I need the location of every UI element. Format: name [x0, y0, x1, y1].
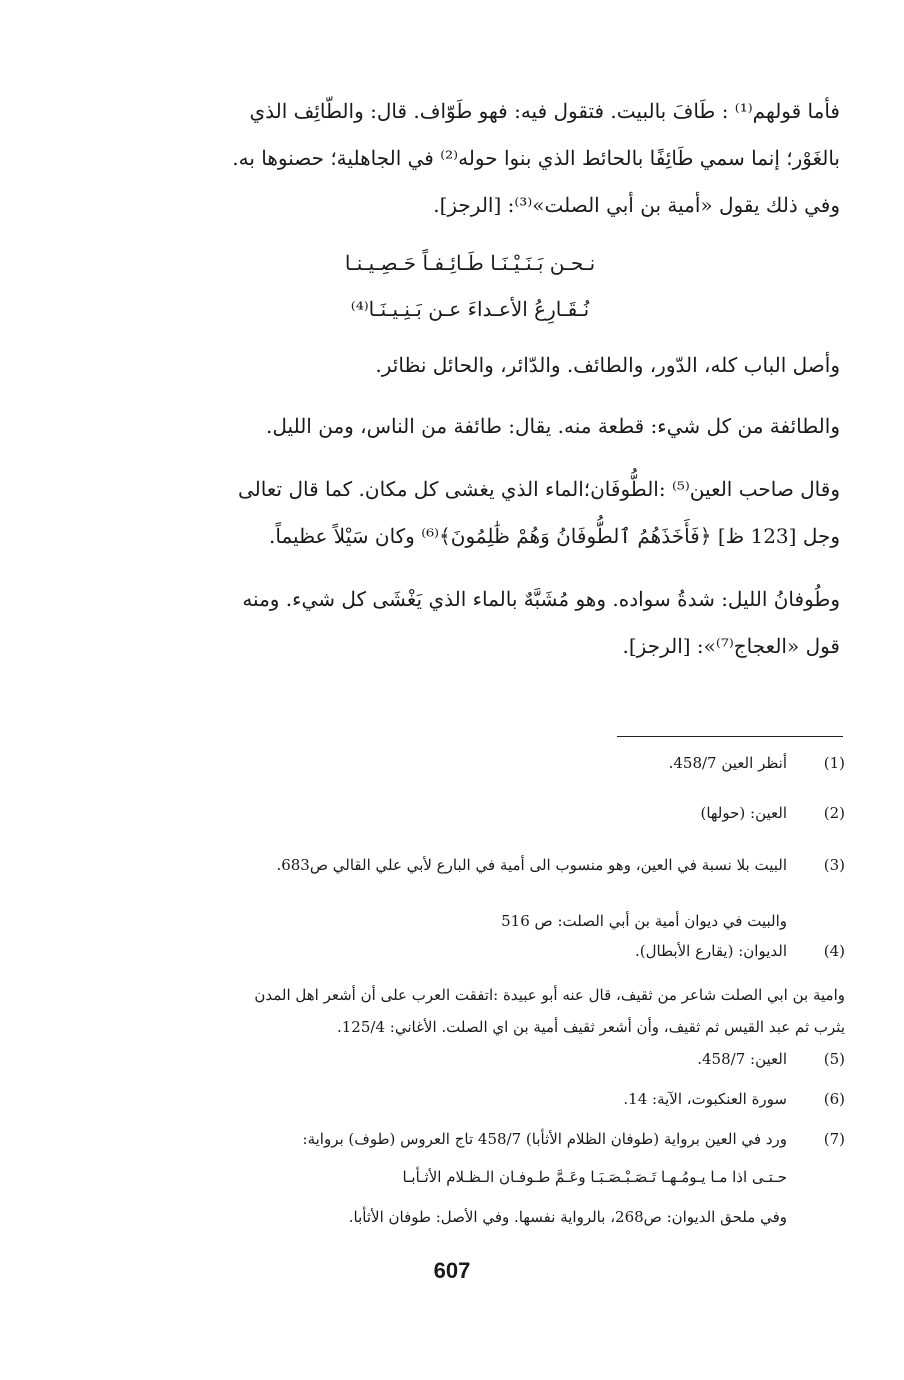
- footnote-text: سورة العنكبوت، الآية: 14.: [623, 1090, 787, 1108]
- footnote-number: (6): [823, 1090, 845, 1108]
- text-line: قول «العجاج⁽⁷⁾»: [الرجز].: [622, 634, 840, 658]
- footnote-text: وامية بن ابي الصلت شاعر من ثقيف، قال عنه أبو عبيدة :اتفقت العرب على أن أشعر اهل المدن: [254, 986, 845, 1004]
- footnote-7: [100, 1124, 845, 1154]
- footnote-6: [100, 1084, 845, 1114]
- footnote-number: (7): [823, 1130, 845, 1148]
- poem-verse: [250, 240, 690, 332]
- text-line: وقال صاحب العين⁽⁵⁾ :الطُّوفَان؛الماء الذي يغشى كل مكان. كما قال تعالى: [238, 477, 840, 501]
- paragraph-3: والطائفة من كل شيء: قطعة منه. يقال: طائفة من الناس، ومن الليل.: [266, 414, 840, 438]
- footnote-number: (4): [823, 942, 845, 960]
- footnote-1: [100, 748, 845, 778]
- paragraph-4: [100, 466, 840, 560]
- text-line: وطُوفانُ الليل: شدةُ سواده. وهو مُشَبَّهٌ بالماء الذي يَغْشَى كل شيء. ومنه: [242, 587, 840, 611]
- text-line: وجل [123 ظ] ﴿فَأَخَذَهُمُ ٱلطُّوفَانُ وَهُمْ ظَٰلِمُونَ﴾⁽⁶⁾ وكان سَيْلاً عظيماً.: [269, 524, 840, 548]
- footnote-text: يثرب ثم عبد القيس ثم ثقيف، وأن أشعر ثقيف أمية بن اي الصلت. الأغاني: 125/4.: [336, 1018, 845, 1036]
- poem-line: نـحـن بَـنَـيْـنَـا طَـائِـفـاً حَـصِـيـنـا: [344, 251, 596, 275]
- footnote-3-continued: [100, 906, 845, 936]
- footnote-text: ورد في العين برواية (طوفان الظلام الأثأبا) 458/7 تاج العروس (طوف) برواية:: [302, 1130, 787, 1148]
- paragraph-1: [100, 88, 840, 229]
- footnote-text: العين: (حولها): [700, 804, 787, 822]
- footnote-text: والبيت في ديوان أمية بن أبي الصلت: ص 516: [501, 912, 787, 930]
- footnote-4-note-b: [100, 1012, 845, 1042]
- footnote-text: العين: 458/7.: [697, 1050, 787, 1068]
- footnote-separator: [617, 736, 843, 737]
- page-number: 607: [433, 1258, 471, 1283]
- footnote-2: [100, 798, 845, 828]
- footnote-text: الديوان: (يقارع الأبطال).: [635, 942, 787, 960]
- poem-line: نُـقَـارِعُ الأعـداءَ عـن بَـنِـيـنَـا⁽⁴⁾: [350, 297, 590, 321]
- footnote-7-continued: [100, 1202, 845, 1232]
- footnote-text: وفي ملحق الديوان: ص268، بالرواية نفسها. وفي الأصل: طوفان الأثأبا.: [348, 1208, 787, 1226]
- text-line: بالغَوْر؛ إنما سمي طَائِفًا بالحائط الذي بنوا حوله⁽²⁾ في الجاهلية؛ حصنوها به.: [232, 146, 840, 170]
- footnote-number: (2): [823, 804, 845, 822]
- footnote-3: [100, 850, 845, 880]
- text-line: وفي ذلك يقول «أمية بن أبي الصلت»⁽³⁾: [الرجز].: [433, 193, 840, 217]
- text-line: فأما قولهم⁽¹⁾ : طَافَ بالبيت. فتقول فيه: فهو طَوّاف. قال: والطّائِف الذي: [249, 99, 840, 123]
- footnote-4: [100, 936, 845, 966]
- footnote-5: [100, 1044, 845, 1074]
- footnote-number: (1): [823, 754, 845, 772]
- paragraph-5: [100, 576, 840, 670]
- footnote-text: البيت بلا نسبة في العين، وهو منسوب الى أمية في البارع لأبي علي القالي ص683.: [276, 856, 787, 874]
- footnote-verse-text: حـتـى اذا مـا يـومُـهـا تَـصَـبْـصَـبَـا وعَـمَّ طـوفـان الـظـلام الأثـأبـا: [402, 1168, 787, 1186]
- footnote-7-verse: [100, 1162, 845, 1192]
- footnote-4-note-a: [100, 980, 845, 1010]
- footnote-text: أنظر العين 458/7.: [668, 754, 787, 772]
- paragraph-2: وأصل الباب كله، الدّور، والطائف. والدّائر، والحائل نظائر.: [375, 353, 840, 377]
- footnote-number: (3): [823, 856, 845, 874]
- footnote-number: (5): [823, 1050, 845, 1068]
